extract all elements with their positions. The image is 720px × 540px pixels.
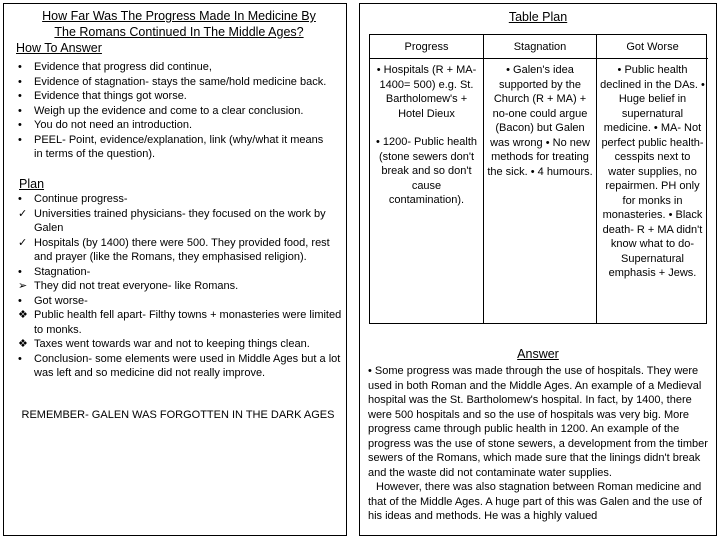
list-item-text: Taxes went towards war and not to keeping things clean. <box>34 338 310 350</box>
question-title <box>14 8 344 56</box>
left-panel <box>3 3 347 536</box>
column-body <box>484 59 596 179</box>
how-to-answer-heading: How To Answer <box>16 41 102 55</box>
list-item <box>18 265 344 280</box>
bullet-marker: • <box>18 133 22 146</box>
answer-text <box>368 364 712 524</box>
list-item-text: Public health fell apart- Filthy towns + monasteries were limited to monks. <box>34 309 342 336</box>
list-item <box>18 294 344 309</box>
plan-list <box>18 192 344 381</box>
how-to-answer-list <box>18 60 334 162</box>
list-item-text: You do not need an introduction. <box>34 119 193 131</box>
list-item-text: Stagnation- <box>34 265 91 278</box>
got-worse-column <box>596 35 708 323</box>
right-panel <box>359 3 717 536</box>
table-cell-entry: • Hospitals (R + MA- 1400= 500) e.g. St. Bartholomew's + Hotel Dieux <box>376 64 477 120</box>
bullet-marker: • <box>18 193 22 205</box>
column-header: Progress <box>370 35 483 59</box>
list-item <box>18 337 344 352</box>
list-item-text: Got worse- <box>34 294 88 307</box>
list-item <box>18 133 334 162</box>
column-body <box>597 59 708 281</box>
list-item-text: Weigh up the evidence and come to a clear conclusion. <box>34 104 304 117</box>
list-item <box>18 279 344 294</box>
answer-paragraph: • Some progress was made through the use of hospitals. They were used in both Roman and the Middle Ages. An example of a Medieval hospital was the St. Bartholomew's hospital. In fact, by 1400, there were 500 hospitals and so the use of hospitals was very big. More progress came through public health in 1200. An example of the progress was the use of stone sewers, a development from the timber sewers of the Romans, which made sure that the linings didn't break and the waste did not contaminate water supplies. <box>368 365 708 479</box>
bullet-marker: • <box>18 294 22 307</box>
diamond-icon: ❖ <box>18 309 28 321</box>
table-plan-title: Table Plan <box>508 10 568 24</box>
bullet-marker: • <box>18 265 22 278</box>
bullet-marker: • <box>18 104 22 117</box>
bullet-marker: • <box>18 61 22 73</box>
column-header: Stagnation <box>484 35 596 59</box>
list-item-text: Evidence of stagnation- stays the same/hold medicine back. <box>34 75 327 88</box>
bullet-marker: • <box>18 119 22 131</box>
list-item-text: Hospitals (by 1400) there were 500. They provided food, rest and prayer (like the Romans, they emphasised religion). <box>34 236 330 263</box>
table-cell-entry: • Public health declined in the DAs. • Huge belief in supernatural medicine. • MA- Not perfect public health- cesspits next to water supplies, no repairmen. PH only for monks in monasteries. • Black death- R + MA didn't know what to do- Supernatural emphasis + Jews. <box>600 64 705 279</box>
plan-heading: Plan <box>19 177 45 191</box>
table-cell-entry: • Galen's idea supported by the Church (R + MA) + no-one could argue (Bacon) but Galen was wrong • No new methods for treating the sick. • 4 humours. <box>487 64 593 178</box>
title-line-1: How Far Was The Progress Made In Medicine By <box>42 9 316 23</box>
remember-note: REMEMBER- GALEN WAS FORGOTTEN IN THE DARK AGES <box>21 409 335 421</box>
list-item-text: Evidence that things got worse. <box>34 90 187 102</box>
column-header: Got Worse <box>597 35 708 59</box>
list-item-text: Continue progress- <box>34 193 128 205</box>
list-item <box>18 192 344 207</box>
title-line-2: The Romans Continued In The Middle Ages? <box>54 25 304 39</box>
stagnation-column <box>483 35 596 323</box>
list-item <box>18 118 334 133</box>
bullet-marker: • <box>18 352 22 365</box>
check-icon: ✓ <box>18 207 28 220</box>
list-item <box>18 60 334 75</box>
answer-heading: Answer <box>517 347 559 361</box>
list-item <box>18 308 344 337</box>
list-item <box>18 352 344 381</box>
list-item <box>18 89 334 104</box>
list-item-text: PEEL- Point, evidence/explanation, link (why/what it means in terms of the question). <box>34 133 324 160</box>
check-icon: ✓ <box>18 236 28 249</box>
diamond-icon: ❖ <box>18 338 28 350</box>
list-item <box>18 75 334 90</box>
table-cell-entry: • 1200- Public health (stone sewers don't break and so don't cause contamination). <box>375 136 478 206</box>
list-item-text: They did not treat everyone- like Romans. <box>34 280 239 292</box>
answer-paragraph: However, there was also stagnation between Roman medicine and that of the Middle Ages. A huge part of this was Galen and the use of his ideas and methods. He was a highly valued <box>368 481 702 522</box>
list-item <box>18 207 344 236</box>
bullet-marker: • <box>18 75 22 88</box>
list-item <box>18 236 344 265</box>
list-item <box>18 104 334 119</box>
column-body <box>370 59 483 208</box>
arrow-icon: ➢ <box>18 280 28 292</box>
progress-column <box>370 35 483 323</box>
list-item-text: Universities trained physicians- they focused on the work by Galen <box>34 207 326 234</box>
bullet-marker: • <box>18 90 22 102</box>
list-item-text: Evidence that progress did continue, <box>34 61 212 73</box>
list-item-text: Conclusion- some elements were used in Middle Ages but a lot was left and so medicine did not really improve. <box>34 352 341 379</box>
plan-table <box>369 34 707 324</box>
